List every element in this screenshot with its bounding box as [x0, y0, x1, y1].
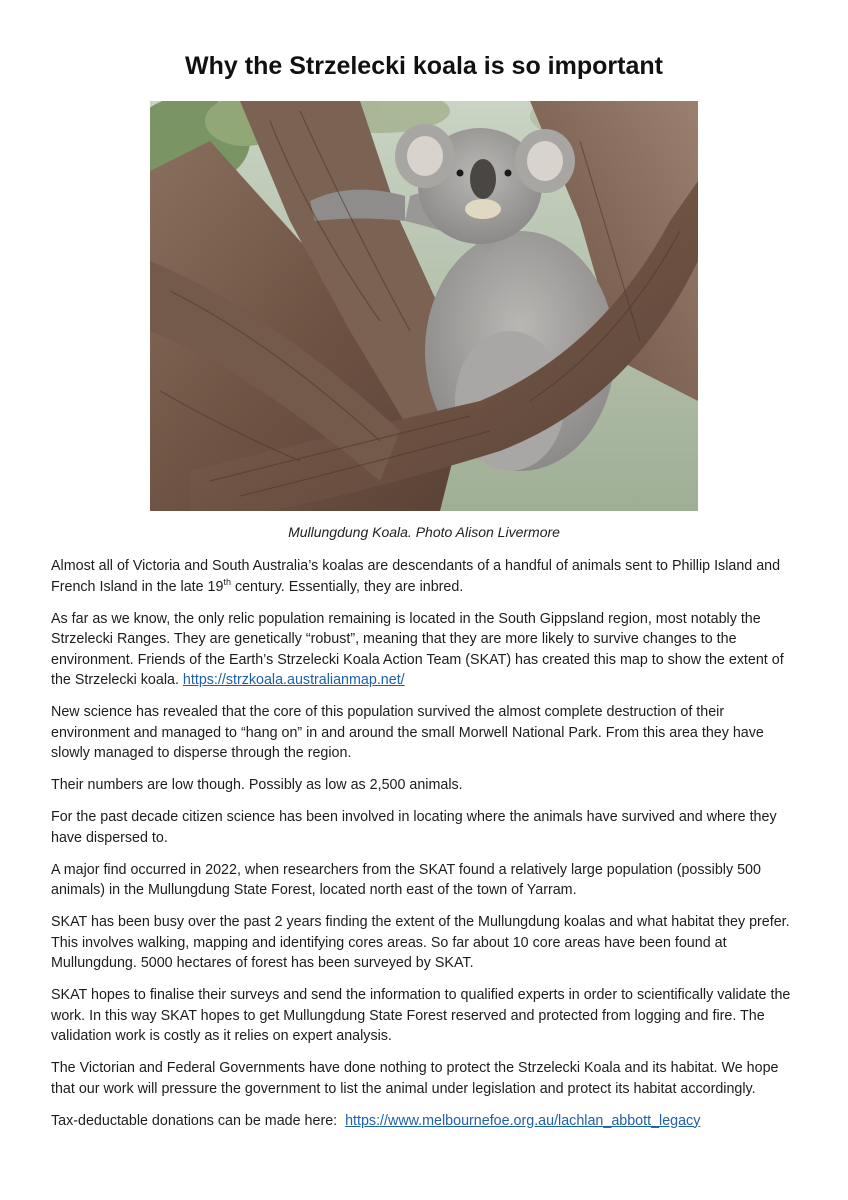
paragraph-5: For the past decade citizen science has been involved in locating where the animals have survived and where they have dispersed to. — [51, 809, 777, 846]
paragraph-1-text: Almost all of Victoria and South Australia’s koalas are descendants of a handful of animals sent to Phillip Island and French Island in the late 19 — [51, 558, 781, 595]
paragraph-4: Their numbers are low though. Possibly as low as 2,500 animals. — [51, 777, 463, 793]
paragraph-6: A major find occurred in 2022, when researchers from the SKAT found a relatively large population (possibly 500 animals) in the Mullungdung State Forest, located north east of the town of Yarram. — [51, 861, 761, 898]
photo-caption: Mullungdung Koala. Photo Alison Livermore — [288, 524, 560, 540]
paragraph-8: SKAT hopes to finalise their surveys and send the information to qualified experts in order to scientifically validate the work. In this way SKAT hopes to get Mullungdung State Forest reserved and protected from logging and fire. The validation work is costly as it relies on expert analysis. — [51, 987, 791, 1044]
donation-link[interactable]: https://www.melbournefoe.org.au/lachlan_abbott_legacy — [345, 1112, 701, 1129]
paragraph-10 — [51, 1111, 801, 1132]
map-link[interactable]: https://strzkoala.australianmap.net/ — [182, 672, 405, 688]
paragraph-2-text: As far as we know, the only relic population remaining is located in the South Gippsland region, most notably the Strzelecki Ranges. They are genetically “robust”, meaning that they are more likely to survive changes to the environment. Friends of the Earth’s Strzelecki Koala Action Team (SKAT) has created this map to show the extent of the Strzelecki koala. — [51, 610, 784, 688]
koala-photo — [150, 101, 698, 511]
paragraph-1-text-end: century. Essentially, they are inbred. — [230, 578, 464, 595]
page-title: Why the Strzelecki koala is so important — [185, 52, 663, 80]
paragraph-9: The Victorian and Federal Governments have done nothing to protect the Strzelecki Koala and its habitat. We hope that our work will pressure the government to list the animal under legislation and protect its habitat accordingly. — [51, 1060, 779, 1097]
superscript: th — [223, 576, 231, 587]
paragraph-2 — [51, 609, 801, 691]
koala-illustration — [150, 101, 698, 511]
paragraph-1 — [51, 556, 801, 597]
paragraph-3: New science has revealed that the core of this population survived the almost complete destruction of their environment and managed to “hang on” in and around the small Morwell National Park. From this area they have slowly managed to disperse through the region. — [51, 704, 764, 761]
article-body — [51, 556, 801, 1143]
paragraph-10-text: Tax-deductable donations can be made here: — [51, 1112, 346, 1129]
paragraph-7: SKAT has been busy over the past 2 years finding the extent of the Mullungdung koalas and what habitat they prefer. This involves walking, mapping and identifying cores areas. So far about 10 core areas have been found at Mullungdung. 5000 hectares of forest has been surveyed by SKAT. — [51, 914, 790, 971]
